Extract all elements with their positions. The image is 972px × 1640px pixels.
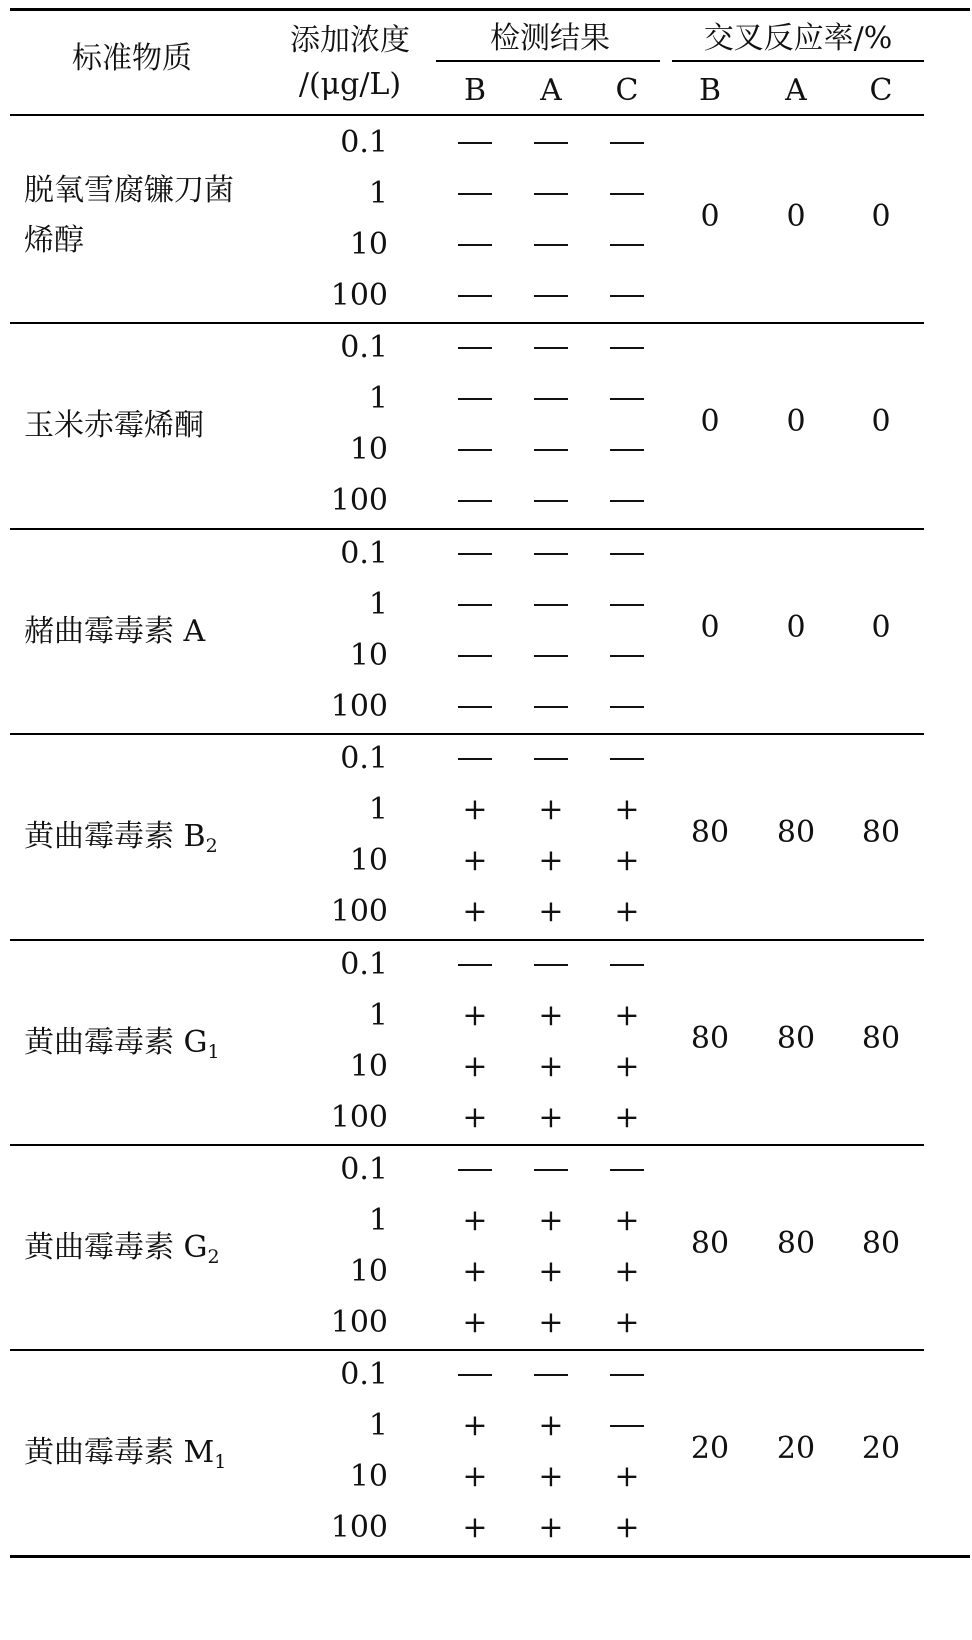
cross-reactivity-rate: 80 — [776, 1226, 816, 1261]
result-negative — [534, 193, 568, 195]
result-negative — [610, 1169, 644, 1171]
result-negative — [534, 1374, 568, 1376]
header-rate-a: A — [785, 73, 807, 108]
concentration-value: 100 — [330, 1305, 388, 1340]
concentration-value: 0.1 — [340, 1152, 388, 1187]
result-positive: + — [462, 1254, 488, 1289]
result-negative — [534, 964, 568, 966]
result-positive: + — [462, 1203, 488, 1238]
result-negative — [458, 449, 492, 451]
cross-reactivity-rate: 20 — [861, 1431, 901, 1467]
result-positive: + — [614, 792, 640, 828]
substance-name: 玉米赤霉烯酮 — [24, 408, 204, 444]
result-positive: + — [614, 1203, 640, 1238]
result-positive: + — [538, 1459, 564, 1495]
result-positive: + — [614, 1510, 640, 1546]
result-negative — [534, 347, 568, 349]
group-separator-rule — [10, 939, 924, 941]
concentration-value: 100 — [330, 688, 388, 724]
result-negative — [458, 295, 492, 297]
concentration-value: 1 — [368, 1203, 388, 1238]
result-positive: + — [538, 1510, 564, 1546]
header-detection-result: 检测结果 — [490, 21, 610, 56]
result-positive: + — [614, 1459, 640, 1495]
group-separator-rule — [10, 1349, 924, 1351]
concentration-value: 10 — [349, 1254, 388, 1289]
bottom-rule — [10, 1555, 970, 1558]
result-negative — [458, 142, 492, 144]
cross-reactivity-rate: 0 — [871, 199, 891, 234]
result-positive: + — [614, 1254, 640, 1289]
concentration-value: 100 — [330, 1510, 388, 1546]
result-negative — [610, 706, 644, 708]
result-negative — [610, 347, 644, 349]
result-positive: + — [538, 894, 564, 930]
result-positive: + — [462, 1099, 488, 1135]
header-rate-b: B — [698, 73, 722, 108]
result-positive: + — [614, 997, 640, 1033]
result-negative — [534, 655, 568, 657]
result-positive: + — [538, 792, 564, 828]
concentration-value: 1 — [368, 792, 388, 828]
result-positive: + — [538, 1048, 564, 1084]
concentration-value: 10 — [349, 227, 388, 262]
concentration-value: 1 — [368, 997, 388, 1033]
result-negative — [534, 758, 568, 760]
result-positive: + — [462, 1048, 488, 1084]
concentration-value: 10 — [349, 1459, 388, 1495]
header-concentration-line1: 添加浓度 — [290, 23, 410, 58]
result-negative — [610, 193, 644, 195]
concentration-value: 10 — [349, 637, 388, 673]
result-negative — [534, 449, 568, 451]
substance-subscript: 1 — [207, 1040, 220, 1063]
substance-name: 赭曲霉毒素 A — [24, 613, 206, 649]
substance-subscript: 1 — [214, 1451, 227, 1474]
cross-reactivity-rate: 80 — [861, 1226, 901, 1261]
result-negative — [534, 142, 568, 144]
result-negative — [610, 244, 644, 246]
group-separator-rule — [10, 1144, 924, 1146]
substance-name: 脱氧雪腐镰刀菌 — [24, 173, 234, 208]
substance-name: 黄曲霉毒素 $G_2$ — [24, 1230, 220, 1268]
result-positive: + — [614, 1099, 640, 1135]
substance-name: 黄曲霉毒素 $B_2$ — [24, 819, 218, 858]
result-negative — [458, 1374, 492, 1376]
concentration-value: 0.1 — [340, 125, 388, 160]
result-negative — [534, 398, 568, 400]
header-detection-a: A — [540, 73, 562, 108]
result-positive: + — [538, 997, 564, 1033]
cross-reactivity-rate: 0 — [786, 609, 806, 645]
concentration-value: 100 — [330, 1099, 388, 1135]
result-negative — [458, 706, 492, 708]
header-detection-c: C — [615, 73, 639, 108]
cross-reactivity-rate: 80 — [861, 815, 901, 851]
header-cross-reactivity: 交叉反应率/% — [703, 21, 893, 56]
result-negative — [534, 295, 568, 297]
header-bottom-rule — [10, 114, 924, 116]
result-negative — [534, 604, 568, 606]
result-negative — [458, 758, 492, 760]
cross-reactivity-rate: 0 — [786, 199, 806, 234]
result-negative — [610, 604, 644, 606]
result-negative — [610, 449, 644, 451]
concentration-value: 10 — [349, 843, 388, 879]
result-negative — [458, 1169, 492, 1171]
result-negative — [534, 500, 568, 502]
cross-reactivity-rate: 20 — [690, 1431, 730, 1467]
result-negative — [458, 347, 492, 349]
cross-reactivity-rate: 80 — [776, 1020, 816, 1056]
result-positive: + — [462, 997, 488, 1033]
cross-reactivity-rate: 20 — [776, 1431, 816, 1467]
result-positive: + — [462, 1305, 488, 1340]
result-positive: + — [462, 1408, 488, 1444]
result-negative — [458, 553, 492, 555]
cross-reactivity-rate: 0 — [871, 609, 891, 645]
header-substance: 标准物质 — [72, 41, 192, 76]
result-negative — [458, 398, 492, 400]
result-negative — [534, 1169, 568, 1171]
detection-group-rule — [436, 60, 660, 62]
concentration-value: 100 — [330, 483, 388, 519]
group-separator-rule — [10, 322, 924, 324]
result-positive: + — [614, 843, 640, 879]
concentration-value: 1 — [368, 176, 388, 211]
concentration-value: 10 — [349, 1048, 388, 1084]
result-negative — [458, 964, 492, 966]
result-positive: + — [538, 1099, 564, 1135]
result-negative — [458, 500, 492, 502]
result-positive: + — [462, 894, 488, 930]
concentration-value: 100 — [330, 894, 388, 930]
header-detection-b: B — [463, 73, 487, 108]
concentration-value: 0.1 — [340, 1357, 388, 1393]
cross-reactivity-rate: 0 — [700, 404, 720, 440]
concentration-value: 1 — [368, 381, 388, 417]
top-rule — [10, 8, 970, 11]
cross-reactivity-rate: 0 — [871, 404, 891, 440]
result-negative — [458, 193, 492, 195]
result-positive: + — [538, 1254, 564, 1289]
cross-reactivity-rate: 0 — [786, 404, 806, 440]
cross-reactivity-group-rule — [672, 60, 924, 62]
concentration-value: 10 — [349, 432, 388, 468]
result-negative — [610, 655, 644, 657]
concentration-value: 0.1 — [340, 535, 388, 571]
substance-name: 黄曲霉毒素 $G_1$ — [24, 1024, 220, 1063]
result-negative — [610, 295, 644, 297]
substance-subscript: 2 — [207, 1246, 220, 1268]
cross-reactivity-rate: 80 — [776, 815, 816, 851]
result-positive: + — [614, 1305, 640, 1340]
result-negative — [534, 706, 568, 708]
result-negative — [610, 758, 644, 760]
result-negative — [458, 244, 492, 246]
substance-name: 烯醇 — [24, 223, 84, 258]
result-positive: + — [614, 1048, 640, 1084]
cross-reactivity-rate: 80 — [690, 1226, 730, 1261]
substance-subscript: 2 — [205, 835, 218, 858]
result-negative — [610, 553, 644, 555]
concentration-value: 0.1 — [340, 330, 388, 366]
concentration-value: 0.1 — [340, 946, 388, 982]
group-separator-rule — [10, 528, 924, 530]
result-positive: + — [538, 1408, 564, 1444]
header-rate-c: C — [869, 73, 893, 108]
result-positive: + — [462, 1510, 488, 1546]
result-negative — [610, 500, 644, 502]
concentration-value: 1 — [368, 586, 388, 622]
cross-reactivity-rate: 0 — [700, 609, 720, 645]
cross-reactivity-rate: 80 — [690, 1020, 730, 1056]
result-negative — [534, 244, 568, 246]
substance-name: 黄曲霉毒素 $M_1$ — [24, 1435, 227, 1474]
group-separator-rule — [10, 733, 924, 735]
result-positive: + — [538, 843, 564, 879]
result-negative — [610, 398, 644, 400]
result-negative — [610, 964, 644, 966]
header-concentration-line2: /(μg/L) — [298, 67, 402, 102]
result-positive: + — [462, 792, 488, 828]
result-positive: + — [538, 1203, 564, 1238]
result-negative — [610, 1425, 644, 1427]
result-positive: + — [538, 1305, 564, 1340]
result-negative — [458, 655, 492, 657]
result-positive: + — [462, 843, 488, 879]
result-negative — [458, 604, 492, 606]
result-negative — [610, 142, 644, 144]
result-negative — [534, 553, 568, 555]
concentration-value: 100 — [330, 278, 388, 313]
result-negative — [610, 1374, 644, 1376]
cross-reactivity-rate: 80 — [861, 1020, 901, 1056]
cross-reactivity-rate: 0 — [700, 199, 720, 234]
concentration-value: 0.1 — [340, 741, 388, 777]
concentration-value: 1 — [368, 1408, 388, 1444]
result-positive: + — [614, 894, 640, 930]
cross-reactivity-rate: 80 — [690, 815, 730, 851]
result-positive: + — [462, 1459, 488, 1495]
